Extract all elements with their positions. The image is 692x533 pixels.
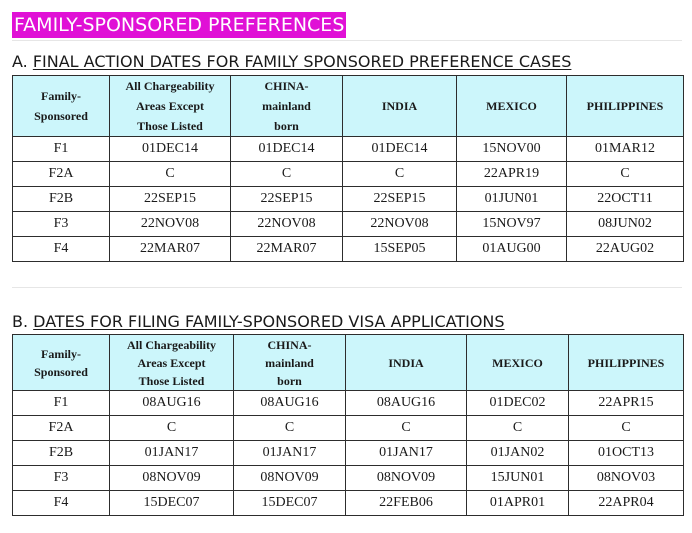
table-cell: 15JUN01 [467,466,569,491]
table-cell: 08AUG16 [110,391,234,416]
table-cell: 22MAR07 [231,237,343,262]
header-all-chargeability [110,76,231,137]
table-cell: 22SEP15 [343,187,457,212]
table-cell: 22APR19 [457,162,567,187]
table-cell: 01APR01 [467,491,569,516]
dates-for-filing-table [12,334,684,516]
header-line: All Chargeability [125,79,215,93]
table-cell: F2B [13,441,110,466]
table-cell: F2B [13,187,110,212]
header-india: INDIA [346,335,467,391]
header-line: CHINA- [264,79,309,93]
final-action-dates-table [12,75,684,262]
table-cell: 08NOV09 [234,466,346,491]
section-a-prefix: A. [12,52,28,71]
section-b-title: DATES FOR FILING FAMILY-SPONSORED VISA APPLICATIONS [33,312,505,331]
header-india: INDIA [343,76,457,137]
table-row [13,237,684,262]
header-line: All Chargeability [127,337,216,352]
header-philippines: PHILIPPINES [569,335,684,391]
header-family-sponsored [13,335,110,391]
table-cell: 15DEC07 [234,491,346,516]
table-row [13,441,684,466]
page-title: FAMILY-SPONSORED PREFERENCES [14,14,345,36]
table-cell: 01JUN01 [457,187,567,212]
header-all-chargeability [110,335,234,391]
header-line: Areas Except [135,99,205,113]
table-cell: F3 [13,212,110,237]
header-philippines: PHILIPPINES [567,76,684,137]
table-cell: 01DEC14 [343,137,457,162]
section-b-prefix: B. [12,312,29,331]
table-cell: F4 [13,491,110,516]
table-cell: 15NOV00 [457,137,567,162]
table-cell: 22NOV08 [110,212,231,237]
table-row [13,391,684,416]
table-cell: 22APR04 [569,491,684,516]
table-cell: 22NOV08 [231,212,343,237]
table-cell: C [346,416,467,441]
table-cell: 08NOV03 [569,466,684,491]
header-line: Sponsored [34,109,88,123]
header-mexico: MEXICO [467,335,569,391]
table-cell: 22APR15 [569,391,684,416]
header-mexico: MEXICO [457,76,567,137]
header-line: Those Listed [138,373,205,388]
table-cell: 22OCT11 [567,187,684,212]
table-cell: 01JAN17 [110,441,234,466]
table-cell: 15NOV97 [457,212,567,237]
table-cell: 22AUG02 [567,237,684,262]
table-cell: 22NOV08 [343,212,457,237]
table-cell: F4 [13,237,110,262]
table-cell: C [231,162,343,187]
table-cell: C [110,162,231,187]
table-cell: 15DEC07 [110,491,234,516]
section-divider [12,287,682,288]
table-cell: 08JUN02 [567,212,684,237]
table-cell: 01DEC14 [231,137,343,162]
table-header-row [13,76,684,137]
header-line: Family- [41,89,81,103]
table-header-row [13,335,684,391]
table-cell: F3 [13,466,110,491]
table-cell: 22MAR07 [110,237,231,262]
table-cell: 22SEP15 [110,187,231,212]
header-line: Areas Except [137,355,206,370]
section-a-heading [12,52,571,71]
table-cell: F2A [13,416,110,441]
table-cell: 01DEC14 [110,137,231,162]
table-cell: F2A [13,162,110,187]
section-a-title: FINAL ACTION DATES FOR FAMILY SPONSORED PREFERENCE CASES [32,52,572,71]
table-cell: 08AUG16 [346,391,467,416]
title-divider [12,40,682,41]
table-cell: 01JAN02 [467,441,569,466]
table-cell: 01JAN17 [346,441,467,466]
header-family-sponsored [13,76,110,137]
header-line: born [274,119,299,133]
table-cell: 08NOV09 [346,466,467,491]
table-row [13,137,684,162]
table-cell: 01OCT13 [569,441,684,466]
table-cell: 01MAR12 [567,137,684,162]
table-cell: 08NOV09 [110,466,234,491]
table-row [13,212,684,237]
table-cell: 01AUG00 [457,237,567,262]
header-line: Those Listed [137,119,203,133]
table-cell: F1 [13,137,110,162]
table-cell: 01DEC02 [467,391,569,416]
header-line: Sponsored [34,364,88,379]
table-cell: 15SEP05 [343,237,457,262]
table-cell: C [110,416,234,441]
table-cell: 22FEB06 [346,491,467,516]
table-row [13,416,684,441]
table-cell: 08AUG16 [234,391,346,416]
table-cell: C [234,416,346,441]
section-b-heading [12,312,505,331]
table-row [13,187,684,212]
table-cell: 22SEP15 [231,187,343,212]
header-line: CHINA- [267,337,312,352]
header-line: mainland [262,99,311,113]
table-cell: C [567,162,684,187]
table-row [13,491,684,516]
table-cell: C [343,162,457,187]
table-row [13,466,684,491]
table-cell: C [467,416,569,441]
table-cell: F1 [13,391,110,416]
header-line: mainland [265,355,314,370]
header-line: Family- [41,346,81,361]
header-line: born [277,373,302,388]
table-cell: C [569,416,684,441]
header-china [234,335,346,391]
header-china [231,76,343,137]
table-cell: 01JAN17 [234,441,346,466]
table-row [13,162,684,187]
